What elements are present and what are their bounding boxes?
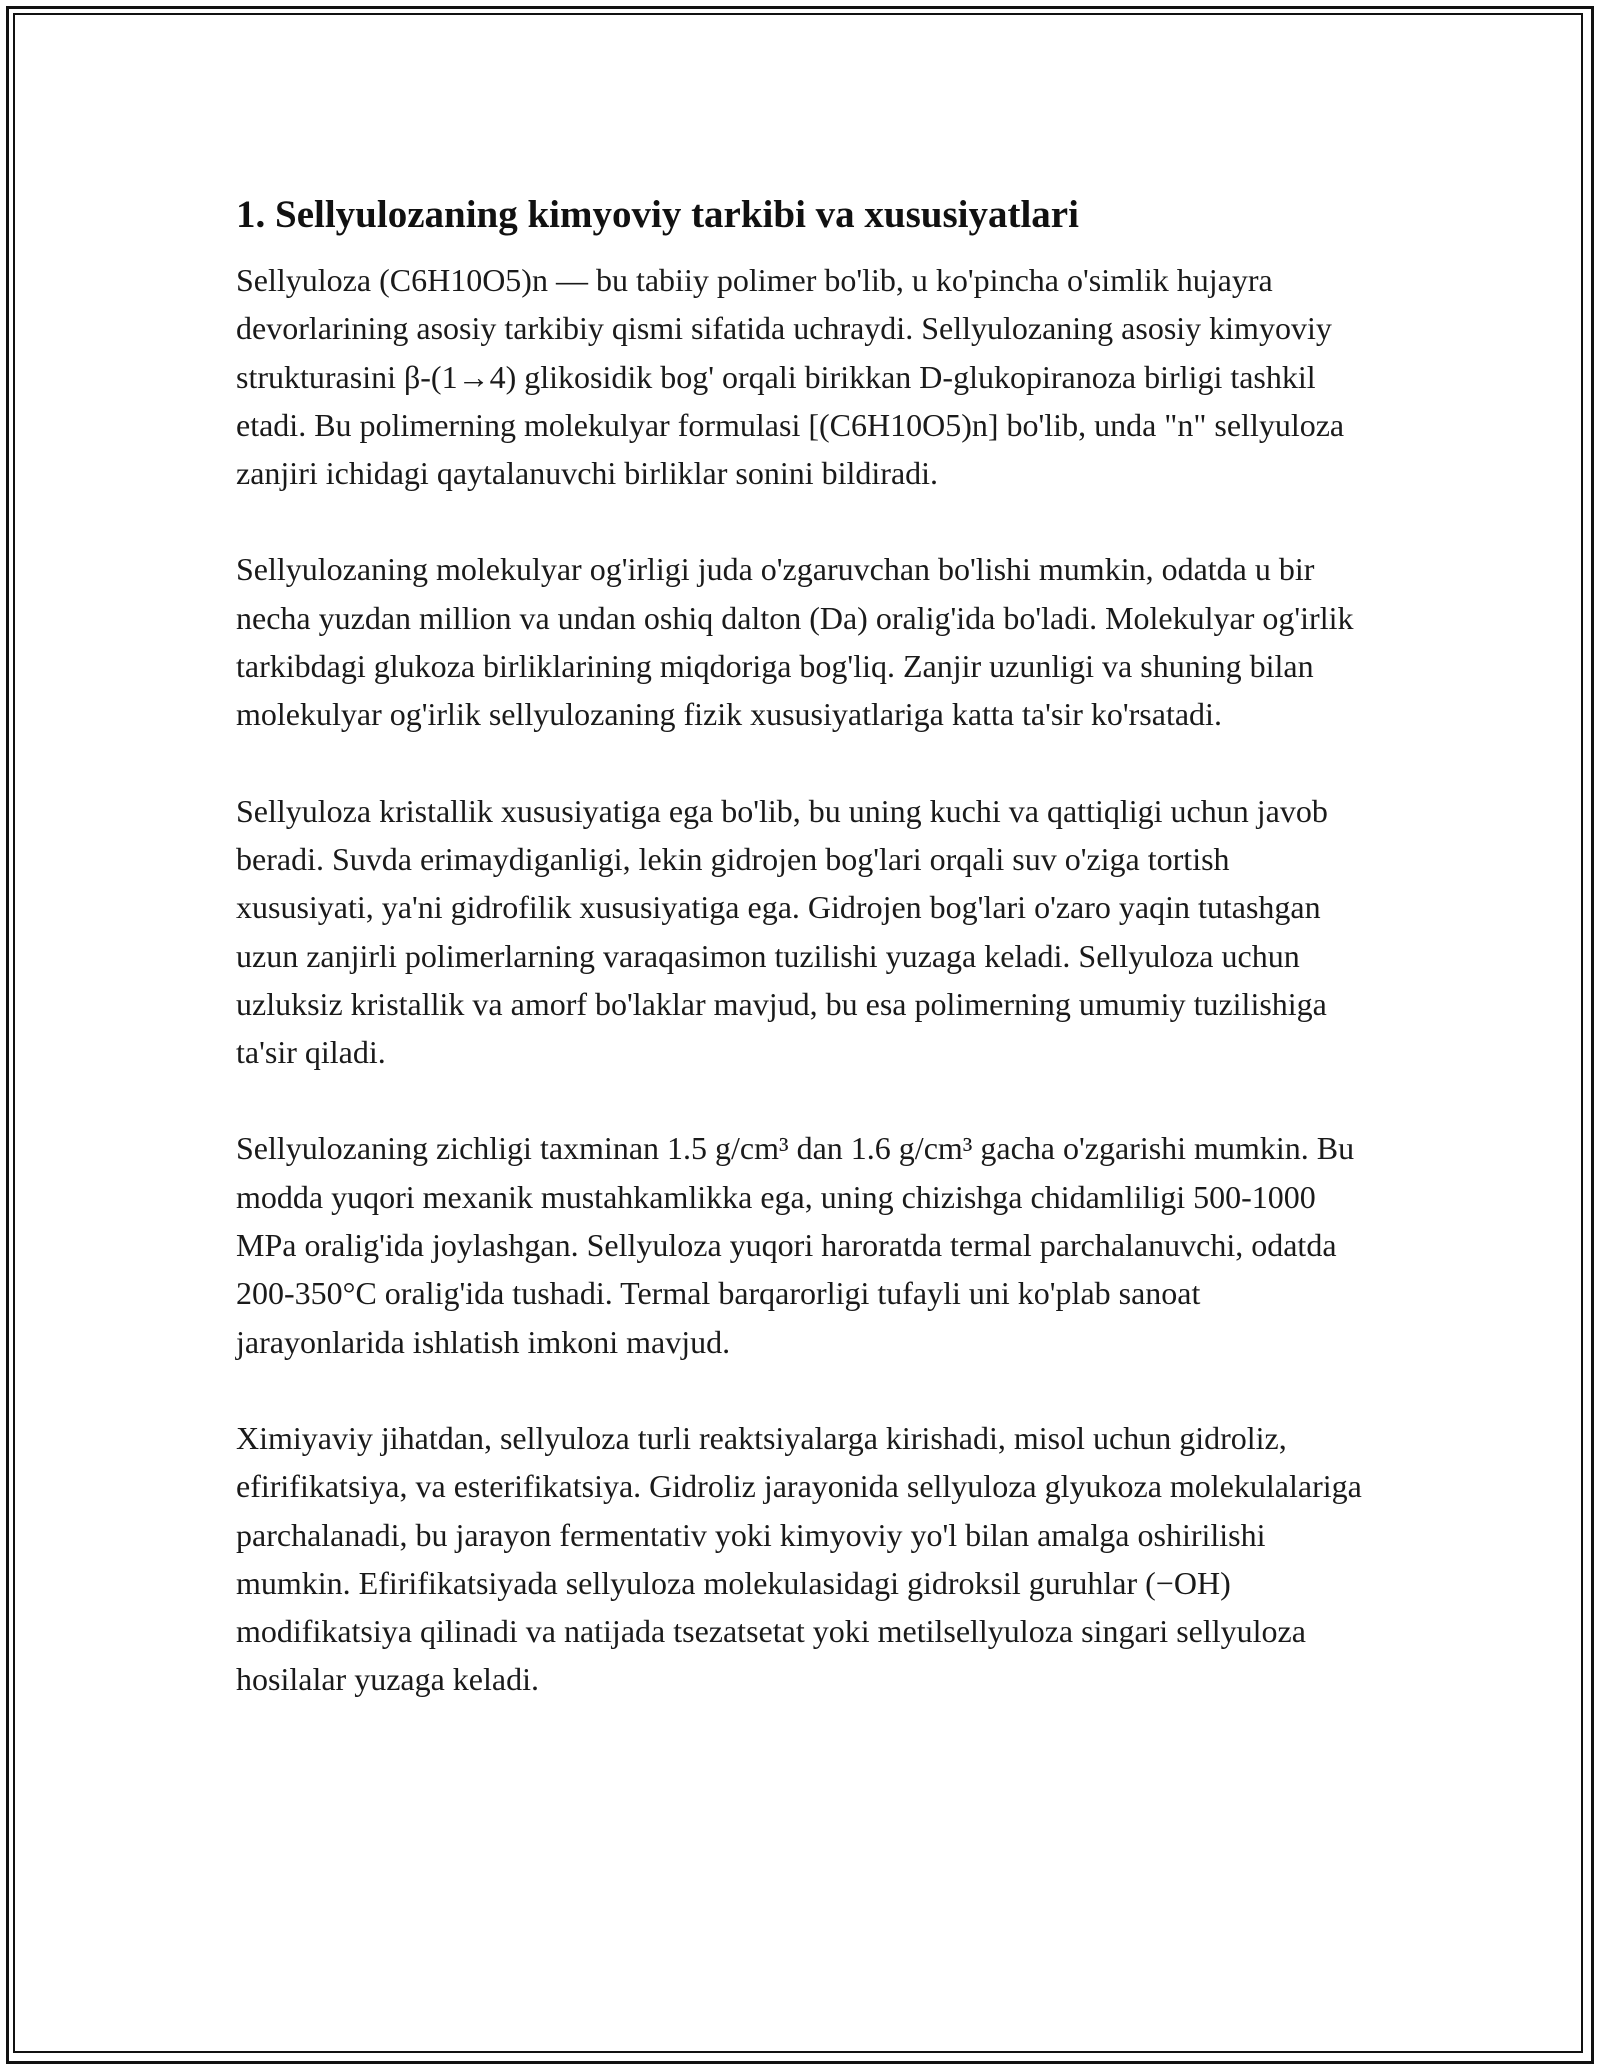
paragraph-1: Sellyuloza (C6H10O5)n — bu tabiiy polimer bo'lib, u ko'pincha o'simlik hujayra devorlarining asosiy tarkibiy qismi sifatida uchraydi. Sellyulozaning asosiy kimyoviy strukturasini β-(1→4) glikosidik bog' orqali birikkan D-glukopiranoza birligi tashkil etadi. Bu polimerning molekulyar formulasi [(C6H10O5)n] bo'lib, unda "n" sellyuloza zanjiri ichidagi qaytalanuvchi birliklar sonini bildiradi. — [236, 262, 1345, 492]
paragraph-5: Ximiyaviy jihatdan, sellyuloza turli reaktsiyalarga kirishadi, misol uchun gidroliz, efirifikatsiya, va esterifikatsiya. Gidroliz jarayonida sellyuloza glyukoza molekulalariga parchalanadi, bu jarayon fermentativ yoki kimyoviy yo'l bilan amalga oshirilishi mumkin. Efirifikatsiyada sellyuloza molekulasidagi gidroksil guruhlar (−OH) modifikatsiya qilinadi va natijada tsezatsetat yoki metilsellyuloza singari sellyuloza hosilalar yuzaga keladi. — [236, 1419, 1362, 1698]
document-body — [236, 190, 1366, 1752]
paragraph-4: Sellyulozaning zichligi taxminan 1.5 g/cm³ dan 1.6 g/cm³ gacha o'zgarishi mumkin. Bu modda yuqori mexanik mustahkamlikka ega, uning chizishga chidamliligi 500-1000 MPa oralig'ida joylashgan. Sellyuloza yuqori haroratda termal parchalanuvchi, odatda 200-350°C oralig'ida tushadi. Termal barqarorligi tufayli uni ko'plab sanoat jarayonlarida ishlatish imkoni mavjud. — [236, 1130, 1355, 1360]
paragraph-3: Sellyuloza kristallik xususiyatiga ega bo'lib, bu uning kuchi va qattiqligi uchun javob beradi. Suvda erimaydiganligi, lekin gidrojen bog'lari orqali suv o'ziga tortish xususiyati, ya'ni gidrofilik xususiyatiga ega. Gidrojen bog'lari o'zaro yaqin tutashgan uzun zanjirli polimerlarning varaqasimon tuzilishi yuzaga keladi. Sellyuloza uchun uzluksiz kristallik va amorf bo'laklar mavjud, bu esa polimerning umumiy tuzilishiga ta'sir qiladi. — [236, 792, 1328, 1071]
section-title: 1. Sellyulozaning kimyoviy tarkibi va xususiyatlari — [236, 193, 1079, 236]
paragraph-2: Sellyulozaning molekulyar og'irligi juda o'zgaruvchan bo'lishi mumkin, odatda u bir necha yuzdan million va undan oshiq dalton (Da) oralig'ida bo'ladi. Molekulyar og'irlik tarkibdagi glukoza birliklarining miqdoriga bog'liq. Zanjir uzunligi va shuning bilan molekulyar og'irlik sellyulozaning fizik xususiyatlariga katta ta'sir ko'rsatadi. — [236, 551, 1354, 733]
